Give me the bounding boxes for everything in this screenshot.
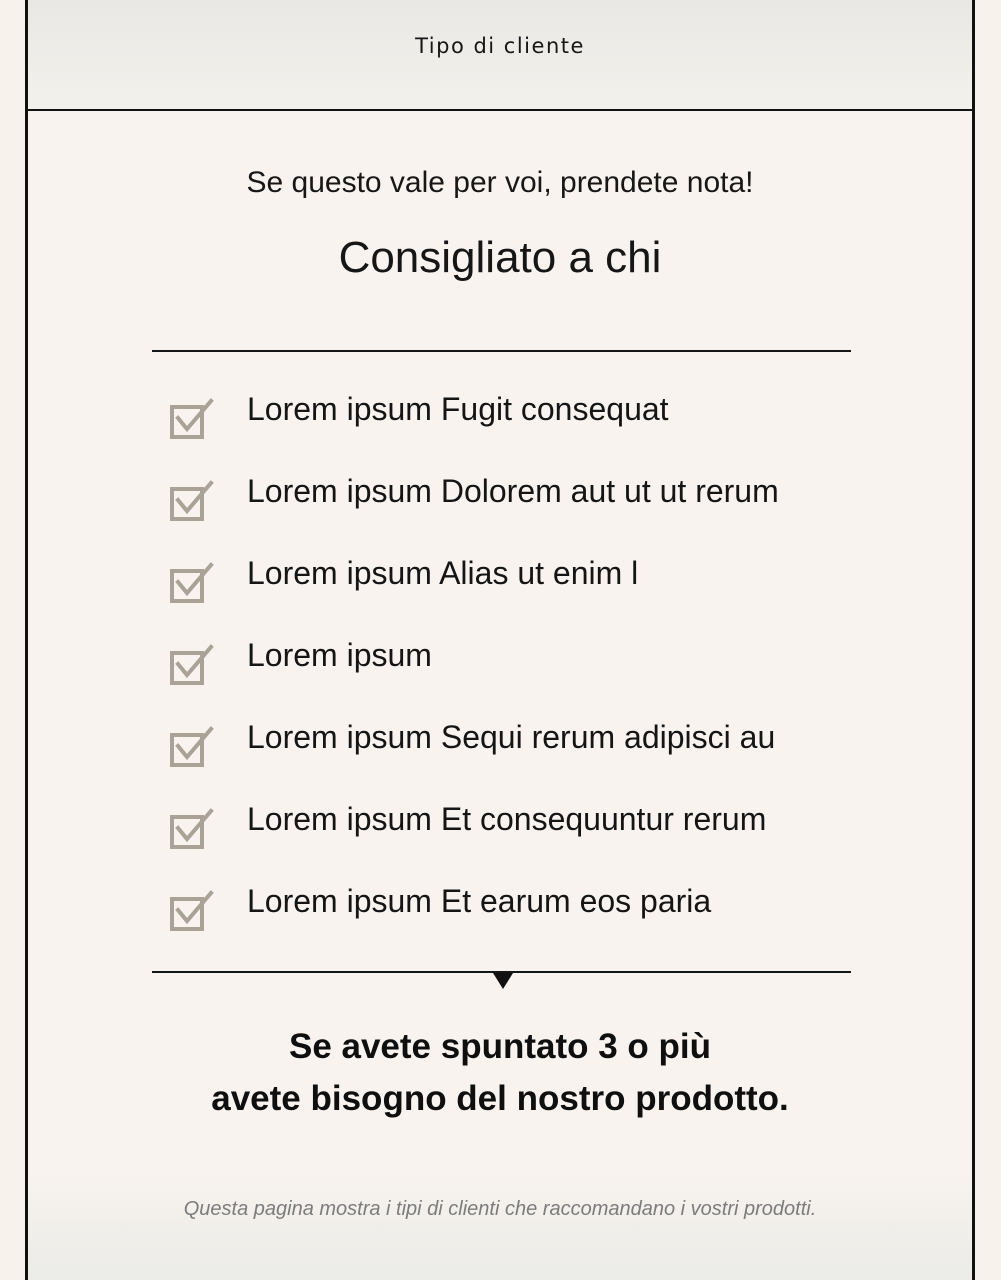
checklist-item [168, 634, 868, 716]
page-title: Consigliato a chi [338, 233, 662, 282]
checklist-label: Lorem ipsum Sequi rerum adipisci au [247, 719, 776, 755]
checked-box-icon [168, 560, 216, 604]
checklist-item [168, 880, 868, 962]
checklist-label: Lorem ipsum Et consequuntur rerum [247, 801, 767, 837]
checklist-item [168, 798, 868, 880]
checklist-label: Lorem ipsum Alias ut enim l [247, 555, 639, 591]
checklist-item [168, 470, 868, 552]
checklist-label: Lorem ipsum Et earum eos paria [247, 883, 712, 919]
conclusion-text [28, 1021, 972, 1125]
page-frame [25, 0, 975, 1280]
checklist-label: Lorem ipsum [247, 637, 432, 673]
checked-box-icon [168, 396, 216, 440]
checklist-item [168, 716, 868, 798]
top-divider [152, 350, 851, 352]
conclusion-line-1: Se avete spuntato 3 o più [288, 1027, 712, 1066]
intro-subtitle: Se questo vale per voi, prendete nota! [246, 166, 754, 199]
recommendation-checklist [168, 388, 868, 962]
page-header [28, 0, 972, 111]
checklist-item [168, 388, 868, 470]
checked-box-icon [168, 478, 216, 522]
header-title: Tipo di cliente [415, 33, 585, 58]
checked-box-icon [168, 642, 216, 686]
checked-box-icon [168, 724, 216, 768]
checklist-label: Lorem ipsum Dolorem aut ut ut rerum [247, 473, 779, 509]
checklist-item [168, 552, 868, 634]
footer-note: Questa pagina mostra i tipi di clienti che raccomandano i vostri prodotti. [183, 1198, 817, 1220]
conclusion-line-2: avete bisogno del nostro prodotto. [211, 1079, 789, 1118]
checklist-label: Lorem ipsum Fugit consequat [247, 391, 669, 427]
down-arrow-icon [493, 973, 513, 989]
checked-box-icon [168, 888, 216, 932]
checked-box-icon [168, 806, 216, 850]
